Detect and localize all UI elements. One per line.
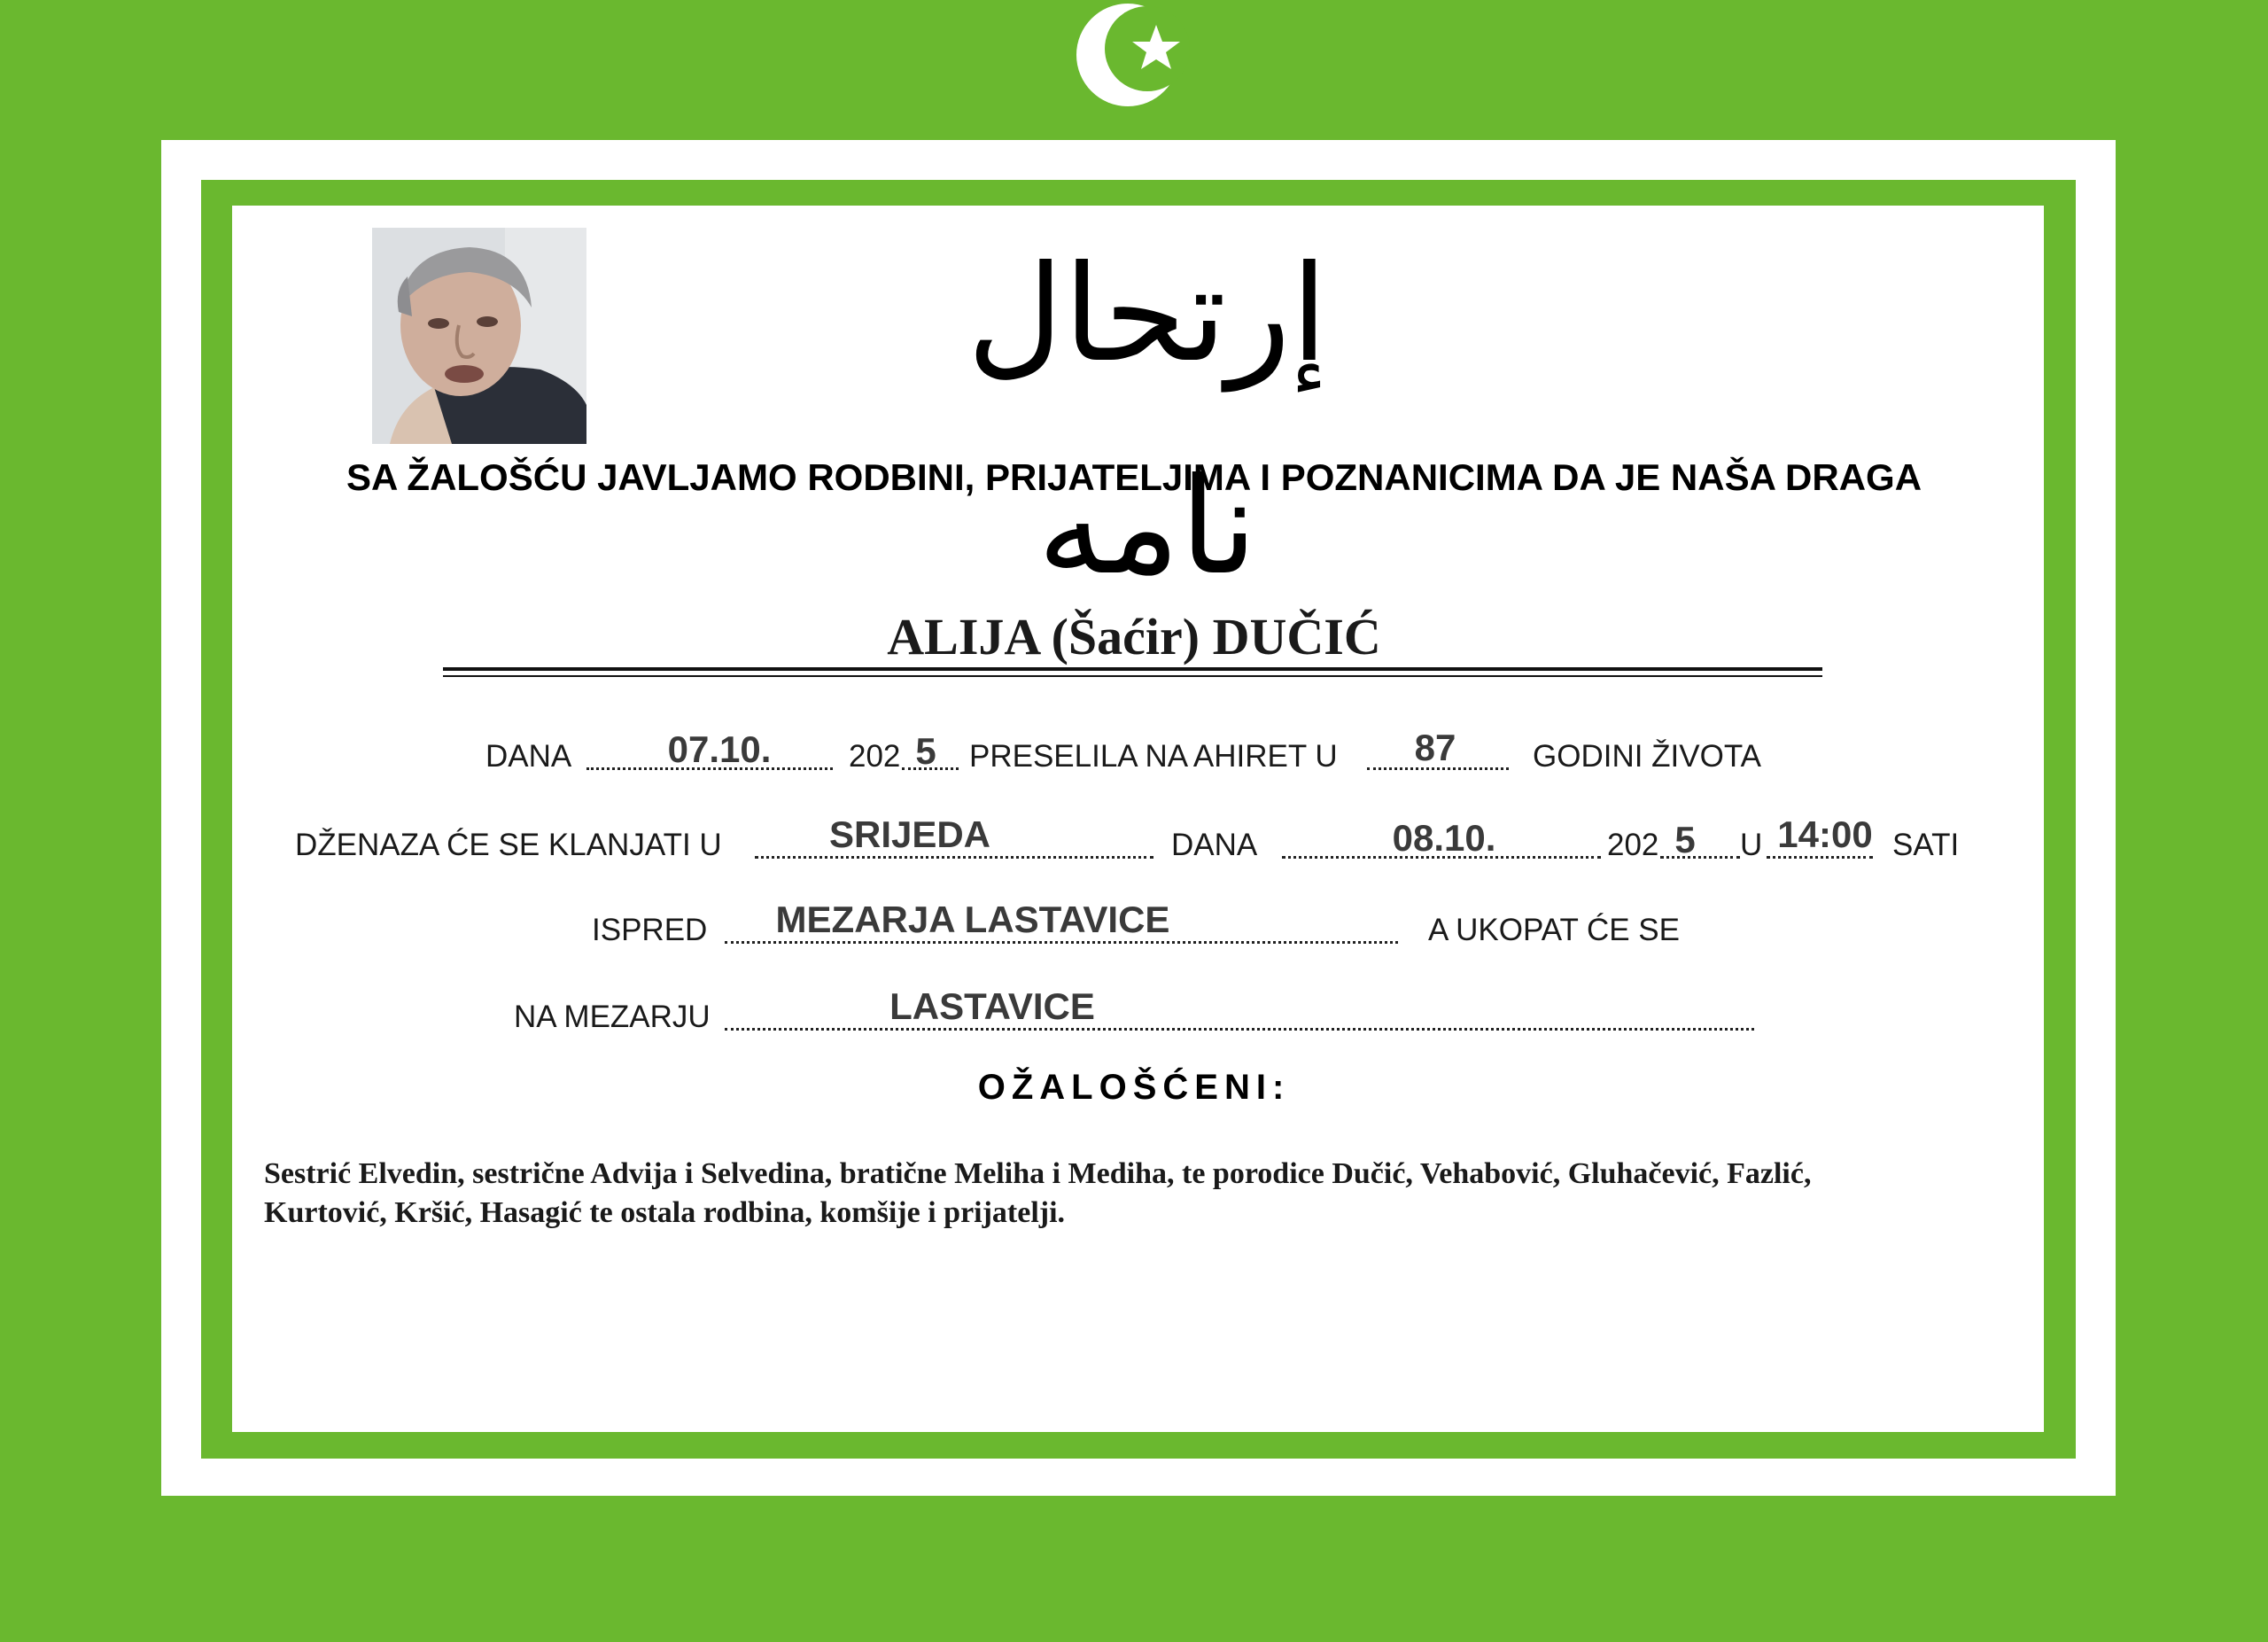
funeral-place: MEZARJA LASTAVICE xyxy=(775,899,1170,940)
announcement-text: SA ŽALOŠĆU JAVLJAMO RODBINI, PRIJATELJIMA I POZNANICIMA DA JE NAŠA DRAGA xyxy=(346,456,1922,498)
death-date: 07.10. xyxy=(667,728,772,770)
death-year-digit: 5 xyxy=(915,730,936,772)
funeral-weekday: SRIJEDA xyxy=(828,813,991,855)
mourners-line-2: Kurtović, Kršić, Hasagić te ostala rodbina, komšije i prijatelji. xyxy=(264,1196,1066,1229)
preselila-label: PRESELILA NA AHIRET U xyxy=(969,739,1338,774)
godini-label: GODINI ŽIVOTA xyxy=(1533,739,1761,774)
mourners-heading: OŽALOŠĆENI: xyxy=(977,1068,1291,1107)
u-label: U xyxy=(1740,828,1763,862)
cemetery-name: LASTAVICE xyxy=(889,985,1095,1027)
mezarju-label: NA MEZARJU xyxy=(514,1000,711,1034)
portrait-photo xyxy=(372,228,586,444)
age-value: 87 xyxy=(1414,727,1456,768)
place-field xyxy=(725,941,1398,944)
funeral-time: 14:00 xyxy=(1777,813,1873,855)
funeral-date: 08.10. xyxy=(1392,817,1496,859)
name-underline-thin xyxy=(443,675,1822,677)
ukopat-label: A UKOPAT ĆE SE xyxy=(1428,913,1680,947)
mourners-list xyxy=(264,1155,2000,1233)
funeral-year-prefix: 202 xyxy=(1607,828,1659,862)
arabic-title: إرتحال نامه xyxy=(967,237,1328,604)
year-prefix: 202 xyxy=(849,739,901,774)
deceased-name: ALIJA (Šaćir) DUČIĆ xyxy=(887,608,1381,665)
dana-label: DANA xyxy=(485,739,572,774)
time-field xyxy=(1767,856,1873,859)
ispred-label: ISPRED xyxy=(592,913,708,947)
mourners-line-1: Sestrić Elvedin, sestrične Advija i Selvedina, bratične Meliha i Mediha, te porodice Dučić, Vehabović, Gluhačević, Fazlić, xyxy=(264,1157,1812,1190)
funeral-year-digit: 5 xyxy=(1674,819,1696,860)
dzenaza-label: DŽENAZA ĆE SE KLANJATI U xyxy=(295,828,722,862)
cemetery-field xyxy=(725,1028,1754,1031)
crescent-star-icon xyxy=(1068,0,1192,115)
funeral-dana-label: DANA xyxy=(1171,828,1258,862)
sati-label: SATI xyxy=(1892,828,1960,862)
name-underline xyxy=(443,667,1822,671)
weekday-field xyxy=(755,856,1153,859)
